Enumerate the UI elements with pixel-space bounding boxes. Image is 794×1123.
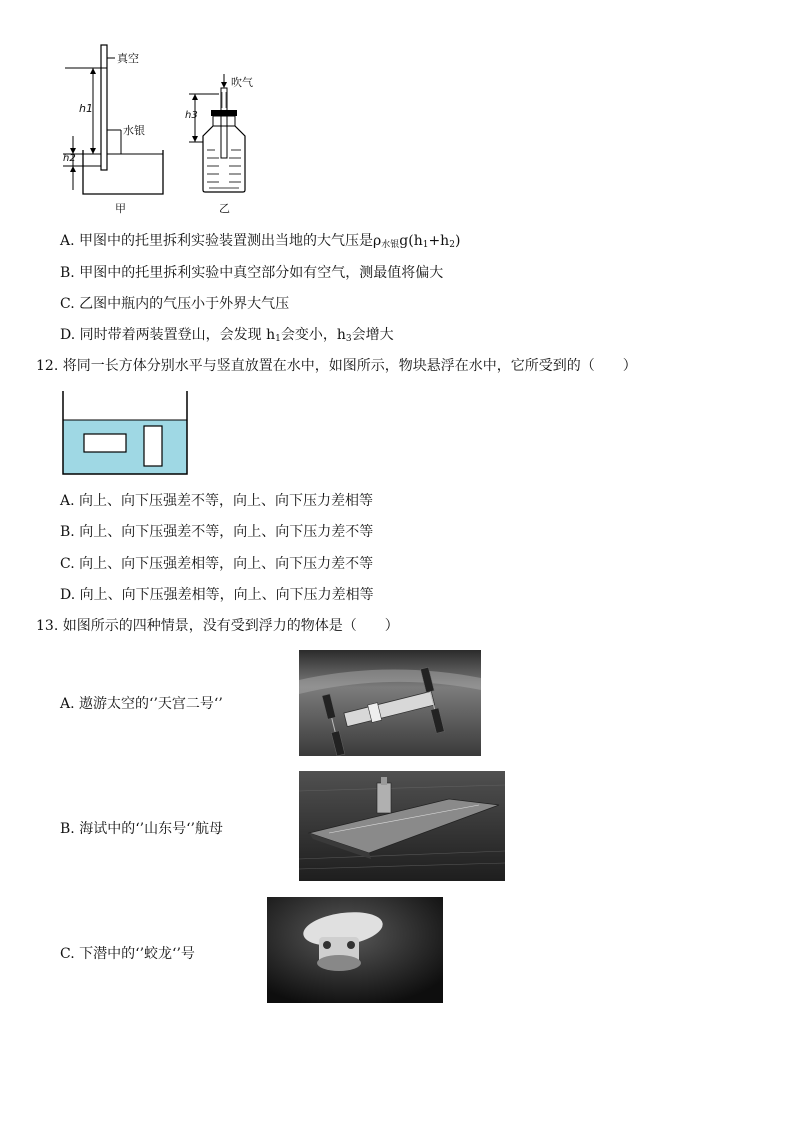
q12-stem: 12. 将同一长方体分别水平与竖直放置在水中，如图所示，物块悬浮在水中，它所受到的（ ）	[36, 358, 637, 374]
q12-option-c: C. 向上、向下压强差相等，向上、向下压力差不等	[60, 556, 374, 572]
q13-stem: 13. 如图所示的四种情景，没有受到浮力的物体是（ ）	[36, 618, 399, 634]
figure-torricelli	[55, 40, 185, 220]
q11-option-c: C. 乙图中瓶内的气压小于外界大气压	[60, 296, 290, 312]
photo-tiangong	[299, 650, 481, 756]
photo-shandong-carrier	[299, 771, 505, 881]
label-vacuum: 真空	[117, 52, 139, 65]
label-h2: h2	[63, 153, 76, 164]
caption-jia: 甲	[115, 202, 126, 215]
q13-option-a: A. 遨游太空的‘’天宫二号‘’	[60, 696, 223, 712]
label-h3: h3	[185, 110, 198, 121]
figure-bottle	[185, 72, 265, 222]
q11-option-b: B. 甲图中的托里拆利实验中真空部分如有空气，测最值将偏大	[60, 265, 444, 281]
label-blow: 吹气	[231, 76, 253, 89]
water-tank-diagram	[62, 390, 190, 476]
label-mercury: 水银	[123, 124, 145, 137]
q13-option-b: B. 海试中的‘’山东号‘’航母	[60, 821, 224, 837]
label-h1: h1	[79, 102, 93, 115]
figure-water-tank	[62, 390, 190, 476]
photo-jiaolong	[267, 897, 443, 1003]
q12-option-b: B. 向上、向下压强差不等，向上、向下压力差不等	[60, 524, 374, 540]
q13-option-c: C. 下潜中的‘’蛟龙‘’号	[60, 946, 195, 962]
q11-option-a: A. 甲图中的托里拆利实验装置测出当地的大气压是$\rho_{水银}g(h_1+h_2)$	[60, 233, 461, 250]
q12-option-a: A. 向上、向下压强差不等，向上、向下压力差相等	[60, 493, 374, 509]
caption-yi: 乙	[219, 202, 230, 215]
q11-option-d: D. 同时带着两装置登山，会发现 $h_1$会变小，$h_3$会增大	[60, 327, 394, 344]
torricelli-diagram	[55, 40, 185, 220]
q12-option-d: D. 向上、向下压强差相等，向上、向下压力差相等	[60, 587, 374, 603]
